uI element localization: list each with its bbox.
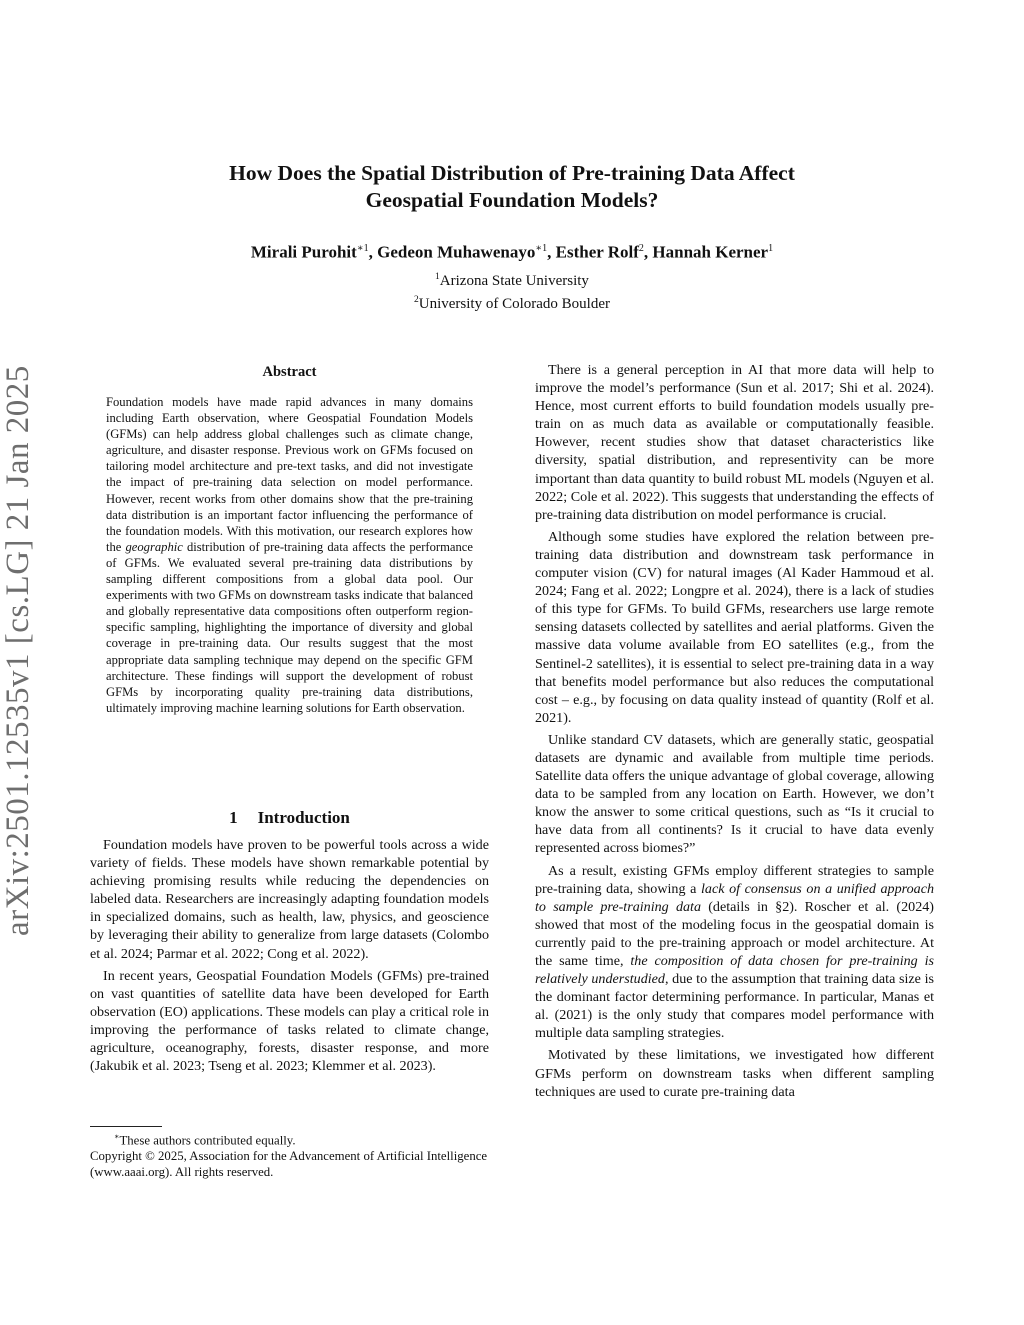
- author-list: Mirali Purohit$^{∗1}$, Gedeon Muhawenayo$^{∗1}$, Esther Rolf$^2$, Hannah Kerner$^1$: [250, 242, 774, 262]
- abstract-emphasis: geographic: [125, 539, 183, 554]
- affiliation-mark: 1: [435, 272, 440, 282]
- affiliation: [120, 268, 904, 291]
- paper-title: [120, 160, 904, 214]
- right-column-body: [535, 361, 934, 1101]
- paragraph-text: (details in §2). Roscher et al. (2024) showed that most of the modeling focus in the geospatial domain is currently paid to the pre-training approach or model architecture. At the same time,: [535, 898, 934, 969]
- author-name: Esther Rolf: [555, 242, 639, 262]
- author-mark: ∗1: [535, 243, 548, 254]
- arxiv-stamp: arXiv:2501.12535v1 [cs.LG] 21 Jan 2025: [0, 365, 36, 937]
- paragraph: [535, 862, 934, 1043]
- title-line-1: How Does the Spatial Distribution of Pre-training Data Affect: [229, 161, 795, 185]
- footnote-content: These authors contributed equally.: [119, 1133, 296, 1148]
- paragraph: In recent years, Geospatial Foundation Models (GFMs) pre-trained on vast quantities of satellite data have been developed for Earth observation (EO) applications. These models can play a critical role in improving the performance of tasks related to climate change, agriculture, oceanography, forests, disaster response, and more (Jakubik et al. 2023; Tseng et al. 2023; Klemmer et al. 2023).: [90, 967, 489, 1075]
- author-mark: 2: [638, 243, 644, 254]
- left-column-body: [90, 836, 489, 1075]
- author-mark: 1: [768, 243, 774, 254]
- affiliation-name: University of Colorado Boulder: [418, 296, 610, 312]
- affiliation-list: [120, 268, 904, 314]
- footnote-text: [90, 1129, 489, 1148]
- title-line-2: Geospatial Foundation Models?: [365, 188, 659, 212]
- paragraph: Foundation models have proven to be powerful tools across a wide variety of fields. These models have shown remarkable potential by achieving promising results while reducing the dependencies on labeled data. Researchers are increasingly adapting foundation models in specialized domains, such as health, law, physics, and geoscience by leveraging their ability to generalize from large datasets (Colombo et al. 2024; Parmar et al. 2022; Cong et al. 2022).: [90, 837, 489, 962]
- author-name: Gedeon Muhawenayo: [377, 242, 536, 262]
- paragraph: Unlike standard CV datasets, which are generally static, geospatial datasets are dynamic and available from multiple time periods. Satellite data offers the unique advantage of global coverage, allowing data to be sampled from any location on Earth. However, we don’t know the answer to some critical questions, such as “Is it crucial to have data from all continents? Is it crucial to have data evenly represented across biomes?”: [535, 731, 934, 857]
- paragraph-emphasis: lack of consensus on a unified approach to sample pre-training data: [535, 880, 935, 915]
- paragraph: Motivated by these limitations, we investigated how different GFMs perform on downstream tasks when different sampling techniques are used to curate pre-training data: [535, 1047, 934, 1100]
- section-title: Introduction: [257, 808, 350, 827]
- section-heading: [90, 808, 489, 828]
- affiliation-name: Arizona State University: [439, 273, 589, 289]
- abstract-body: [106, 394, 473, 716]
- paragraph-text: , due to the assumption that training data size is the dominant factor determining performance. In particular, Manas et al. (2021) is the only study that compares model performance with multiple data sampling strategies.: [535, 971, 935, 1042]
- paragraph-text: As a result, existing GFMs employ different strategies to sample pre-training data, showing a: [535, 862, 934, 897]
- affiliation: [120, 291, 904, 314]
- paragraph-emphasis: the composition of data chosen for pre-training is relatively understudied: [535, 953, 934, 988]
- abstract-text: distribution of pre-training data affects the performance of GFMs. We evaluated several pre-training data distributions by sampling different compositions from a global data pool. Our experiments with two GFMs on downstream tasks indicate that balanced and globally representative data compositions often outperform region-specific sampling, highlighting the importance of diversity and global coverage in pre-training data. Our results suggest that the most appropriate data sampling technique may depend on the specific GFM architecture. These findings will support the development of robust GFMs by incorporating quality pre-training data distributions, ultimately improving machine learning solutions for Earth observation.: [106, 539, 473, 715]
- footnote: [90, 1129, 489, 1180]
- affiliation-mark: 2: [414, 295, 419, 305]
- author-name: Mirali Purohit: [250, 242, 357, 262]
- abstract-heading: Abstract: [262, 364, 317, 380]
- author-name: Hannah Kerner: [652, 242, 769, 262]
- footnote-divider: [90, 1126, 162, 1127]
- paragraph: Although some studies have explored the relation between pre-training data distribution and downstream task performance in computer vision (CV) for natural images (Al Kader Hammoud et al. 2024; Fang et al. 2022; Longpre et al. 2024), there is a lack of studies of this type for GFMs. To build GFMs, researchers use large remote sensing datasets collected by satellites and aerial platforms. Given the massive data volume available from EO satellites (e.g., from the Sentinel-2 satellites), it is essential to select pre-training data in a way that benefits model performance but also reduces the computational cost – e.g., by focusing on data quality instead of quantity (Rolf et al. 2021).: [535, 528, 934, 726]
- paragraph: There is a general perception in AI that more data will help to improve the model’s performance (Sun et al. 2017; Shi et al. 2024). Hence, most current efforts to build foundation models usually pre-train on as much data as available or computationally feasible. However, recent studies show that dataset characteristics like diversity, spatial distribution, and representivity can be more important than data quantity to build robust ML models (Nguyen et al. 2022; Cole et al. 2022). This suggests that understanding the effects of pre-training data distribution on model performance is crucial.: [535, 362, 934, 523]
- copyright-notice: Copyright © 2025, Association for the Advancement of Artificial Intelligence (www.aaai.org). All rights reserved.: [90, 1149, 488, 1180]
- footnote-mark: ∗: [114, 1132, 120, 1141]
- abstract-text: Foundation models have made rapid advances in many domains including Earth observation, where Geospatial Foundation Models (GFMs) can help address global challenges such as climate change, agriculture, and disaster response. Previous work on GFMs focused on tailoring model architecture and pre-text tasks, and did not investigate the impact of pre-training data selection on model performance. However, recent works from other domains show that the pre-training data distribution is an important factor influencing the performance of the foundation models. With this motivation, our research explores how the: [106, 395, 473, 554]
- author-mark: ∗1: [356, 243, 369, 254]
- section-number: 1: [229, 808, 238, 827]
